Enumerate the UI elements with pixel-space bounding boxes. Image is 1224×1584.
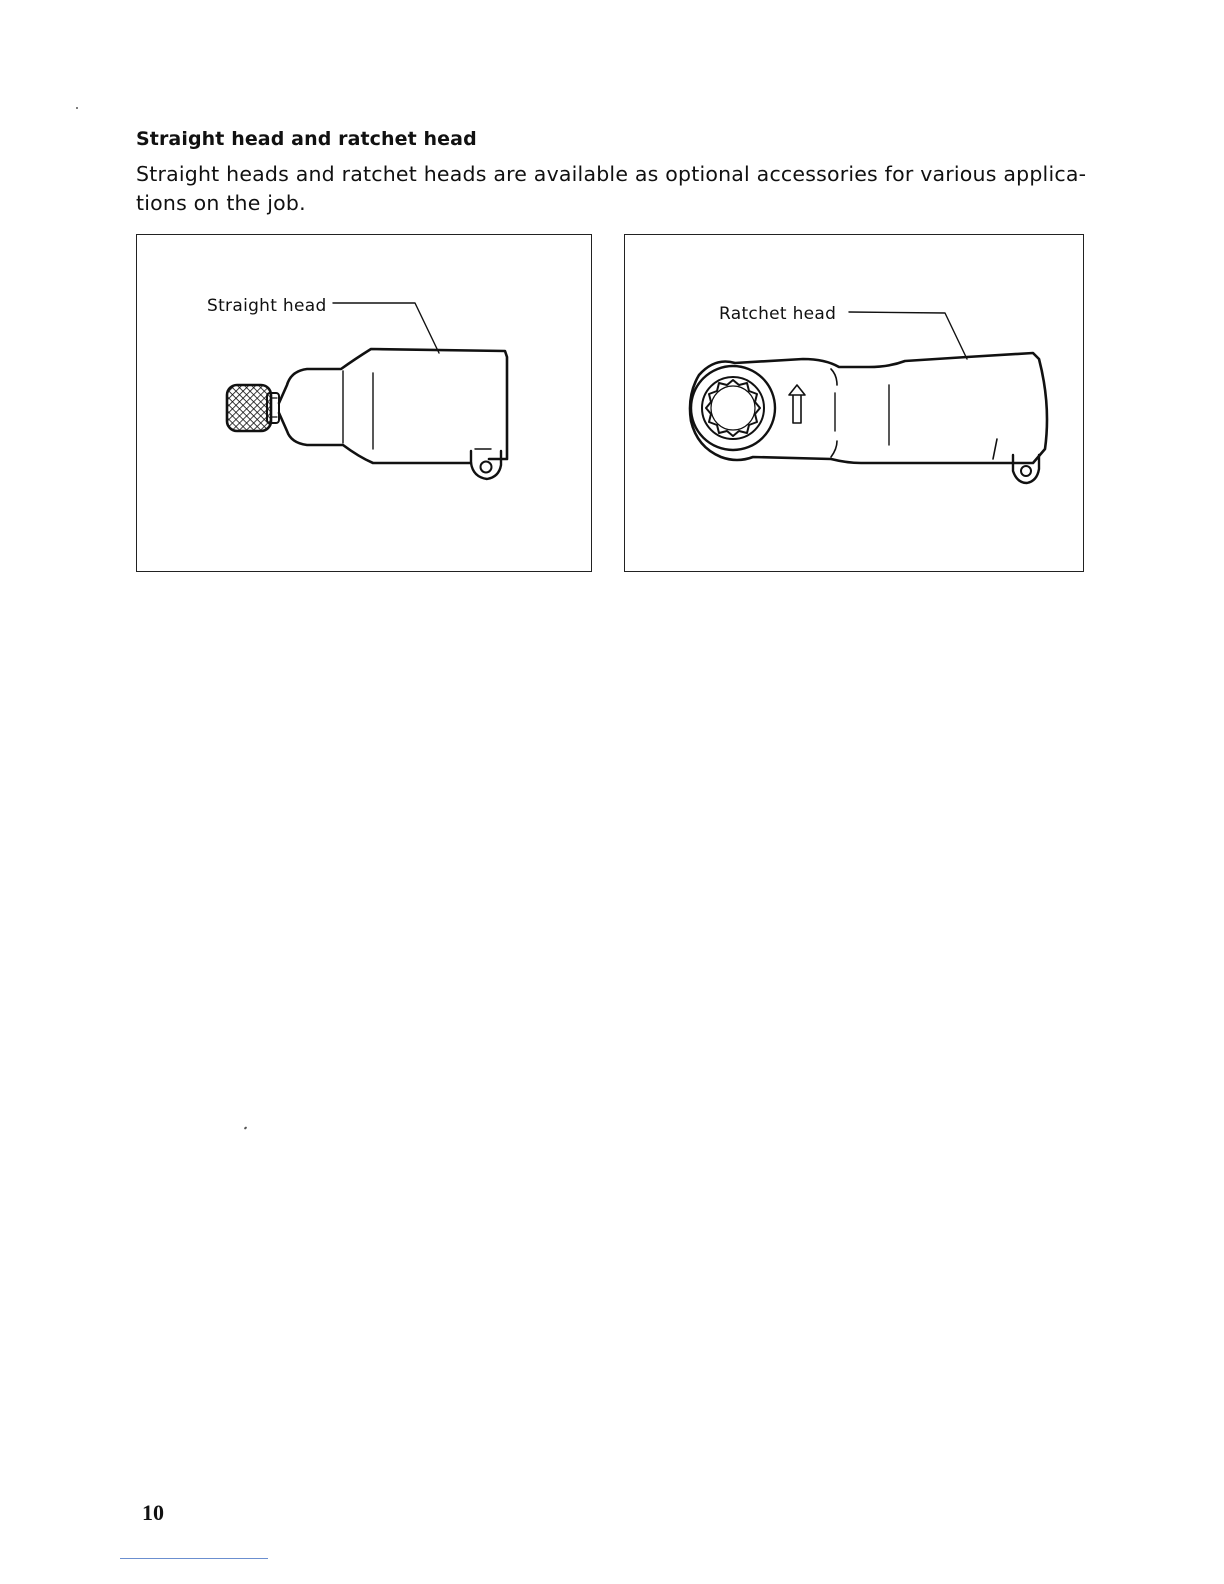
scan-speck — [76, 107, 78, 109]
callout-label: Ratchet head — [719, 304, 837, 324]
straight-head-illustration-icon — [137, 235, 593, 573]
callout-label: Straight head — [207, 296, 327, 316]
scan-speck — [244, 1126, 248, 1129]
figure-ratchet-head — [624, 234, 1084, 572]
section-body: Straight heads and ratchet heads are available as optional accessories for various applications on the job. — [136, 162, 1086, 215]
page-number: 10 — [142, 1500, 164, 1525]
section-heading: Straight head and ratchet head — [136, 128, 477, 150]
figure-straight-head — [136, 234, 592, 572]
footer-rule — [120, 1558, 268, 1559]
ratchet-head-illustration-icon — [625, 235, 1085, 573]
